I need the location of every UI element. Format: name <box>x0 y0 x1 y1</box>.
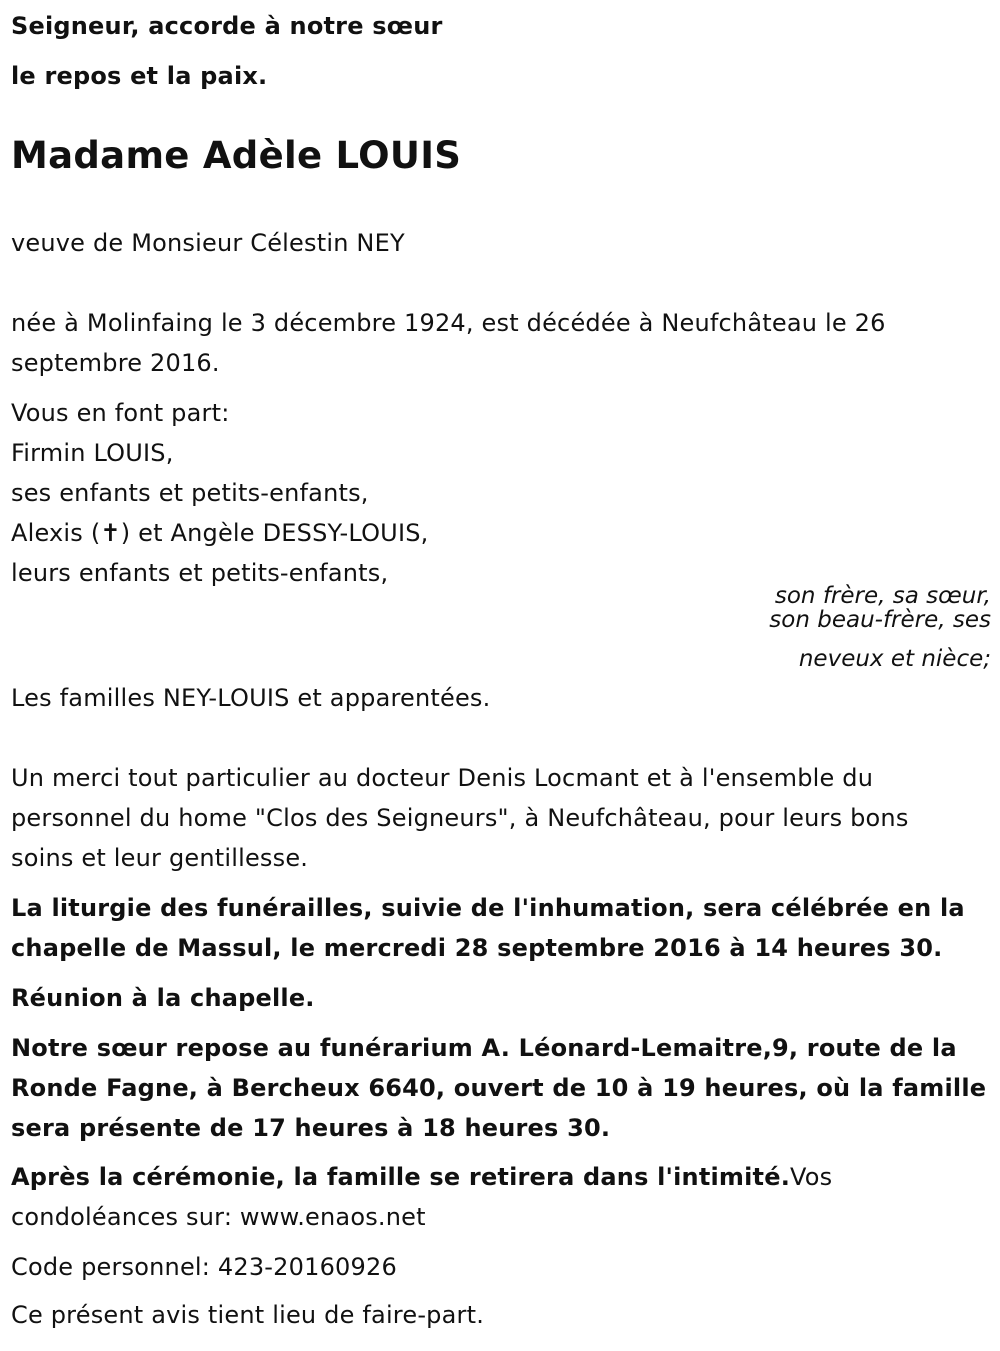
relation-line-2: son beau-frère, ses <box>769 607 991 633</box>
thanks-line-3: soins et leur gentillesse. <box>11 844 309 872</box>
widow-of: veuve de Monsieur Célestin NEY <box>11 229 405 257</box>
announcement-intro: Vous en font part: <box>11 399 230 427</box>
prayer-line-1: Seigneur, accorde à notre sœur <box>11 12 443 40</box>
rest-line-1: Notre sœur repose au funérarium A. Léonard-Lemaitre,9, route de la <box>11 1034 957 1062</box>
notice-line: Ce présent avis tient lieu de faire-part. <box>11 1301 485 1329</box>
deceased-name: Madame Adèle LOUIS <box>11 134 462 177</box>
thanks-line-1: Un merci tout particulier au docteur Denis Locmant et à l'ensemble du <box>11 764 874 792</box>
birth-death-line-1: née à Molinfaing le 3 décembre 1924, est décédée à Neufchâteau le 26 <box>11 309 886 337</box>
family-line-4: leurs enfants et petits-enfants, <box>11 559 389 587</box>
rest-line-3: sera présente de 17 heures à 18 heures 30. <box>11 1114 611 1142</box>
families-line: Les familles NEY-LOUIS et apparentées. <box>11 684 491 712</box>
liturgy-line-2: chapelle de Massul, le mercredi 28 septembre 2016 à 14 heures 30. <box>11 934 943 962</box>
meeting-line: Réunion à la chapelle. <box>11 984 315 1012</box>
personal-code: Code personnel: 423-20160926 <box>11 1253 397 1281</box>
prayer-line-2: le repos et la paix. <box>11 62 268 90</box>
condolences-line: condoléances sur: www.enaos.net <box>11 1203 426 1231</box>
family-line-1: Firmin LOUIS, <box>11 439 174 467</box>
rest-line-2: Ronde Fagne, à Bercheux 6640, ouvert de 10 à 19 heures, où la famille <box>11 1074 987 1102</box>
birth-death-line-2: septembre 2016. <box>11 349 220 377</box>
relation-line-3: neveux et nièce; <box>798 646 991 672</box>
family-line-3: Alexis (✝) et Angèle DESSY-LOUIS, <box>11 519 429 547</box>
after-ceremony-bold: Après la cérémonie, la famille se retirera dans l'intimité. <box>11 1163 791 1191</box>
relation-line-1: son frère, sa sœur, <box>774 583 991 609</box>
after-ceremony-normal: Vos <box>790 1163 833 1191</box>
family-line-2: ses enfants et petits-enfants, <box>11 479 369 507</box>
liturgy-line-1: La liturgie des funérailles, suivie de l'inhumation, sera célébrée en la <box>11 894 965 922</box>
thanks-line-2: personnel du home "Clos des Seigneurs", à Neufchâteau, pour leurs bons <box>11 804 909 832</box>
after-ceremony-line <box>11 1157 832 1197</box>
